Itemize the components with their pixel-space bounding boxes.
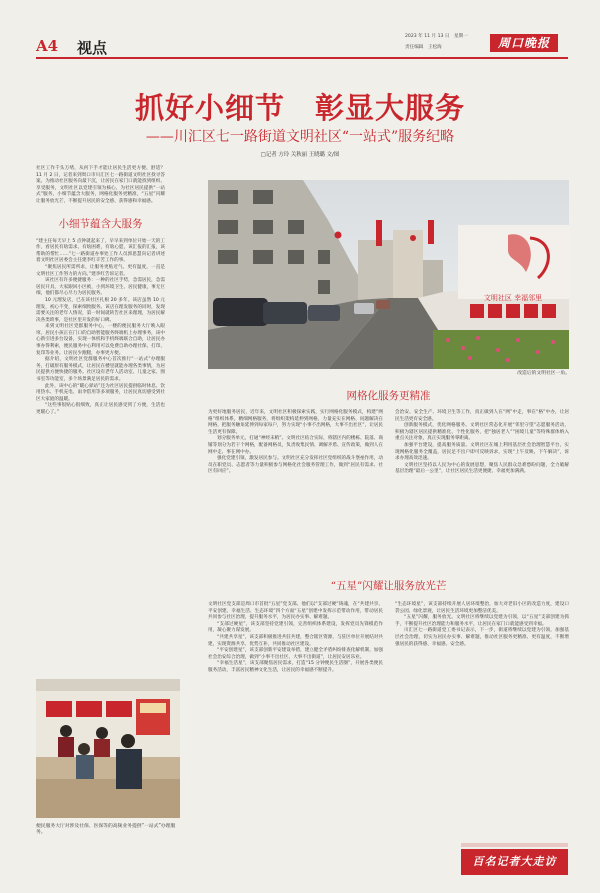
body-paragraph: “聚焦居民所需所求，让服务更贴近气、更有温度，一直是文明社区工作努力的方向。”建李红告诉记者。 bbox=[36, 264, 165, 277]
body-paragraph: 来到文明社区党群服务中心，一楼的便民服务大厅映入眼帘。居民小孩正在门口的自助智能服务终端机上办理事务，该中心新引进多台设备，实现一体机和手机终端联合自助，让居民办事办得利索，便民服务中心利用可以免费自助办理社保、打印、复印等业务。让居民少跑腿，办事更方便。 bbox=[36, 324, 165, 356]
body-paragraph: “共建共享星”，该支部积极推进共驻共建，整合辖区资源，与驻区单位开展结对共建，实现资源共享、优势互补，共同推动社区建设。 bbox=[208, 634, 383, 647]
section3-column-right bbox=[395, 602, 569, 648]
body-paragraph: 创新服务模式，优化网格服务。文明社区常态化开展“邻里守望”志愿服务活动，积极为辖区居民提供精准化、个性化服务，把“独居老人”“困境儿童”等特殊群体纳入重点关注对象，真正实现服务零距离。 bbox=[395, 423, 569, 442]
photo2-caption: 便民服务大厅对涉及社保、医保等的高频业务提供“一站式”办理服务。 bbox=[36, 824, 176, 835]
header-rule bbox=[36, 57, 568, 59]
section1-title: 小细节蕴含大服务 bbox=[58, 217, 143, 230]
body-paragraph: 此外，该中心的“暖心驿站”还为社区居民提供临时休息、饮用热水、手机充电、雨伞借用等多项服务，让居民真切感受到社区大家庭的温暖。 bbox=[36, 383, 165, 402]
left-column bbox=[36, 166, 165, 417]
body-paragraph: 为更好地服务居民，近年来，文明社区积极探索实践，实行网格化服务模式，构建“网格”组织体系，精细网格服务，将组织架构延伸到网格，力量充实在网格、问题解决在网格，把服务触角延伸到每家每户，努力实现“小事不出网格，大事不出社区”，让居民生活更有保障。 bbox=[208, 410, 383, 435]
body-paragraph: “幸福生活星”，该支部聚焦居民需求，打造“15 分钟便民生活圈”，开展各类便民服务活动，丰富居民精神文化生活，让居民的幸福感不断提升。 bbox=[208, 661, 383, 673]
editor-line: 责任编辑 王松海 bbox=[405, 45, 442, 50]
section3-column-left bbox=[208, 602, 383, 675]
body-paragraph: 川汇区七一路街道党工委书记表示，下一步，街道将继续以党建为引领，加强基层社会治理，切实为居民办实事、解难题，推动社区服务更精准、更有温度，不断增强居民的获得感、幸福感、安全感。 bbox=[395, 628, 569, 647]
body-paragraph: 加强平台建设，提高服务质量。文明社区在城上利用基层社会治理智慧平台，实现网格化服务全覆盖，居民足不出户即可反映诉求，实现“上午反映、下午解决”，诉求办理高效迅速。 bbox=[395, 442, 569, 462]
service-hall-photo bbox=[36, 679, 180, 818]
intro-paragraph: 社区工作千头万绪，从何下手才能让居民生活更方便、舒适？11 月 2 日，记者来到周口市川汇区七一路街道文明社区找寻答案。为推动社区服务向最下沉，让居民在家门口就能找到组织、享受服务，文明社区以党建引领为核心，为社区居民提供“一站式”服务，小细节蕴含大服务，网格化服务更精准，“五星”闪耀让服务放光芒，不断提升居民的安全感、获得感和幸福感。 bbox=[36, 166, 165, 204]
date-line: 2023 年 11 月 13 日 星期一 bbox=[405, 34, 468, 39]
wall-slogan: 文明社区 幸福邻里 bbox=[483, 294, 543, 302]
byline: □记者 方玲 关秋丽 王晓璐 文/图 bbox=[260, 152, 340, 158]
body-paragraph: 划分服务单元，打通“神经末梢”。文明社区结合实际，将辖区内的楼栋、院落、商铺等划分为若干个网格，配备网格员，负责收集民情、调解矛盾、宣传政策，做到人在网中走、事在网中办。 bbox=[208, 436, 383, 455]
section3-title: “五星”闪耀让服务放光芒 bbox=[330, 580, 447, 592]
body-paragraph: “支部过硬星”，该支部坚持党建引领，完善组织体系建设，发挥党员先锋模范作用，凝心聚力谋发展。 bbox=[208, 621, 383, 634]
body-paragraph: “平安创建星”，该支部创新平安建设举措，建立健全矛盾纠纷排查化解机制，加强社会治安综合治理，做到“小事不出社区、大事不出街道”，让居民安居乐业。 bbox=[208, 648, 383, 660]
body-paragraph: “建主任每天早上 5 点钟就起来了，早早来到单位开始一天的工作，看居民有啥需求、有啥困难，有啥心愿，该汇报的汇报，该帮助的帮忙……”七一路街道办事处工作人员郭思慧向记者讲述着文明社区居委会主任建李红辛苦工作的事。 bbox=[36, 238, 165, 264]
body-paragraph: 文明社区党支部是周口市首批“五星”党支部。他们以“支部过硬”铸魂，在“共建共享、平安创建、幸福生活、生态环境”四个方面“五星”创建中发挥示范带动作用，带动居民共同参与社区治理，提升服务水平，为居民办实事、解难题。 bbox=[208, 602, 383, 621]
section2-column-right bbox=[395, 410, 569, 476]
newspaper-logo: 周口晚报 bbox=[490, 34, 558, 52]
body-paragraph: 该社区有许多便捷服务：一种的社区手势，急需居民，急需居民开具，大家跟回小区被，小到环境卫生、居民健康，事无巨细，他们都尽心尽力为居民服务。 bbox=[36, 278, 165, 297]
body-paragraph: 据介绍，文明社区党群服务中心首次推行“一站式”办理服务，打破原有服务模式，让居民在楼里就能办理各类事情，为居民提供方便快捷的服务。社区设有老年人活动室、儿童之家、图书室等功能室，多个场景满足居民的需求。 bbox=[36, 357, 165, 383]
body-paragraph: 强化党建引领，激发居民参与。文明社区充分发挥社区党组织的战斗堡垒作用，动员在职党员、志愿者等力量积极参与网格化社会服务管理工作，做到“居民有需求、社区有回应”。 bbox=[208, 456, 383, 475]
page-number: A4 bbox=[36, 37, 59, 55]
section2-column-left bbox=[208, 410, 383, 476]
body-paragraph: 文明社区坚持以人民为中心的发展思想，聚焦人民群众急难愁盼问题，全力破解基层治理“最后一公里”，让社区居民生活更便捷、幸福更加满满。 bbox=[395, 462, 569, 475]
badge-decoration bbox=[461, 843, 568, 847]
body-paragraph: 会治安、安全生产、环境卫生等工作，真正做到人在“网”中走，事在“格”中办，让居民生活更有安全感。 bbox=[395, 410, 569, 422]
body-paragraph: “这些事很贴心很细致，真正让居民感受到了方便，生活也更暖心了。” bbox=[36, 403, 165, 415]
body-paragraph: 10 元理发店，已在该社区扎根 20 多年。该店虽然 10 元理发，初心不变，探索细致服务。该店在理发服务的同时，发现需要关注的老年人情况，第一时间就转告社区来理理，为居民解决各类琐事，是社区里开发的好口碑。 bbox=[36, 297, 165, 323]
section2-title: 网格化服务更精准 bbox=[346, 390, 431, 402]
section-name: 视点 bbox=[77, 39, 108, 57]
body-paragraph: “五星”闪耀，服务放光。文明社区将继续以党建为引领，以“五星”支部创建为抓手，不断提升社区治理能力和服务水平，让居民在家门口就能感受到幸福。 bbox=[395, 615, 569, 627]
subheadline: ——川汇区七一路街道文明社区“一站式”服务纪略 bbox=[145, 129, 455, 145]
body-paragraph: “生态环境星”，该支部持续开展人居环境整治，加大对老旧小区的改造力度，建设口袋公园、绿化景观，让居民生活环境更加整洁优美。 bbox=[395, 602, 569, 614]
column-badge: 百名记者大走访 bbox=[461, 849, 568, 875]
photo1-caption: 改造后的文明社区一角。 bbox=[517, 371, 570, 376]
street-photo bbox=[208, 180, 569, 369]
headline: 抓好小细节 彰显大服务 bbox=[134, 91, 465, 125]
